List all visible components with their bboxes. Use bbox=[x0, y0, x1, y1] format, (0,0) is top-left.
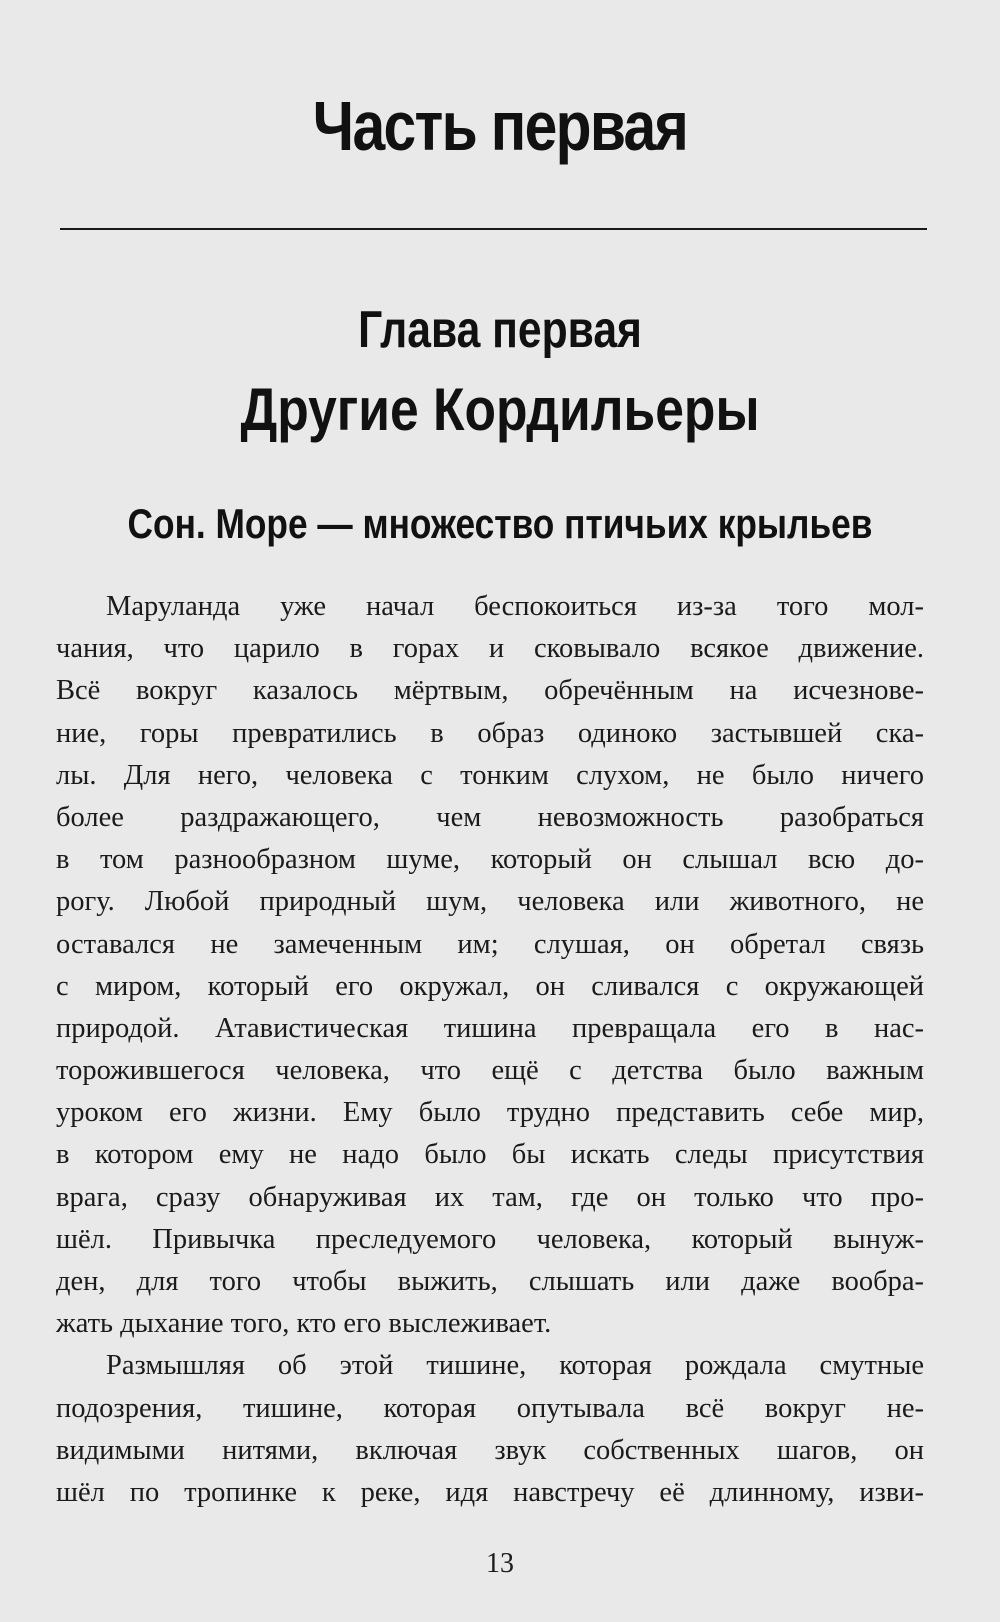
paragraph bbox=[56, 586, 924, 1345]
text-line: уроком его жизни. Ему было трудно представить себе мир, bbox=[56, 1097, 924, 1129]
text-line: шёл. Привычка преследуемого человека, который вынуж- bbox=[56, 1223, 924, 1255]
body-text bbox=[56, 586, 924, 1514]
text-line: ден, для того чтобы выжить, слышать или даже вообра- bbox=[56, 1266, 924, 1297]
chapter-title: Глава первая bbox=[358, 301, 642, 359]
text-line: чания, что царило в горах и сковывало всякое движение. bbox=[56, 633, 924, 665]
page-number: 13 bbox=[486, 1548, 514, 1579]
text-line: лы. Для него, человека с тонким слухом, не было ничего bbox=[56, 759, 924, 791]
paragraph bbox=[56, 1345, 924, 1514]
text-line: Маруланда уже начал беспокоиться из-за того мол- bbox=[106, 591, 924, 622]
text-line: более раздражающего, чем невозможность разобраться bbox=[56, 801, 924, 833]
text-line: подозрения, тишине, которая опутывала всё вокруг не- bbox=[56, 1392, 924, 1424]
text-line: оставался не замеченным им; слушая, он обретал связь bbox=[56, 928, 924, 960]
text-line: в котором ему не надо было бы искать следы присутствия bbox=[56, 1139, 924, 1171]
section-title: Сон. Море — множество птичьих крыльев bbox=[127, 500, 873, 547]
text-line: в том разнообразном шуме, который он слышал всю до- bbox=[56, 844, 924, 876]
text-line: торожившегося человека, что ещё с детства было важным bbox=[56, 1055, 924, 1087]
text-line: врага, сразу обнаруживая их там, где он только что про- bbox=[56, 1181, 924, 1213]
title-divider bbox=[60, 228, 927, 230]
text-line: видимыми нитями, включая звук собственных шагов, он bbox=[56, 1434, 924, 1466]
text-line: жать дыхание того, кто его выслеживает. bbox=[56, 1308, 552, 1340]
text-line: Размышляя об этой тишине, которая рождала смутные bbox=[106, 1350, 924, 1382]
text-line: природой. Атавистическая тишина превращала его в нас- bbox=[56, 1012, 924, 1044]
text-line: шёл по тропинке к реке, идя навстречу её длинному, изви- bbox=[56, 1476, 924, 1508]
text-line: с миром, который его окружал, он сливался с окружающей bbox=[56, 970, 924, 1002]
chapter-subtitle: Другие Кордильеры bbox=[240, 376, 760, 443]
text-line: рогу. Любой природный шум, человека или животного, не bbox=[56, 886, 924, 918]
text-line: ние, горы превратились в образ одиноко застывшей ска- bbox=[56, 717, 924, 749]
text-line: Всё вокруг казалось мёртвым, обречённым на исчезнове- bbox=[56, 675, 924, 707]
part-title: Часть первая bbox=[312, 87, 688, 165]
